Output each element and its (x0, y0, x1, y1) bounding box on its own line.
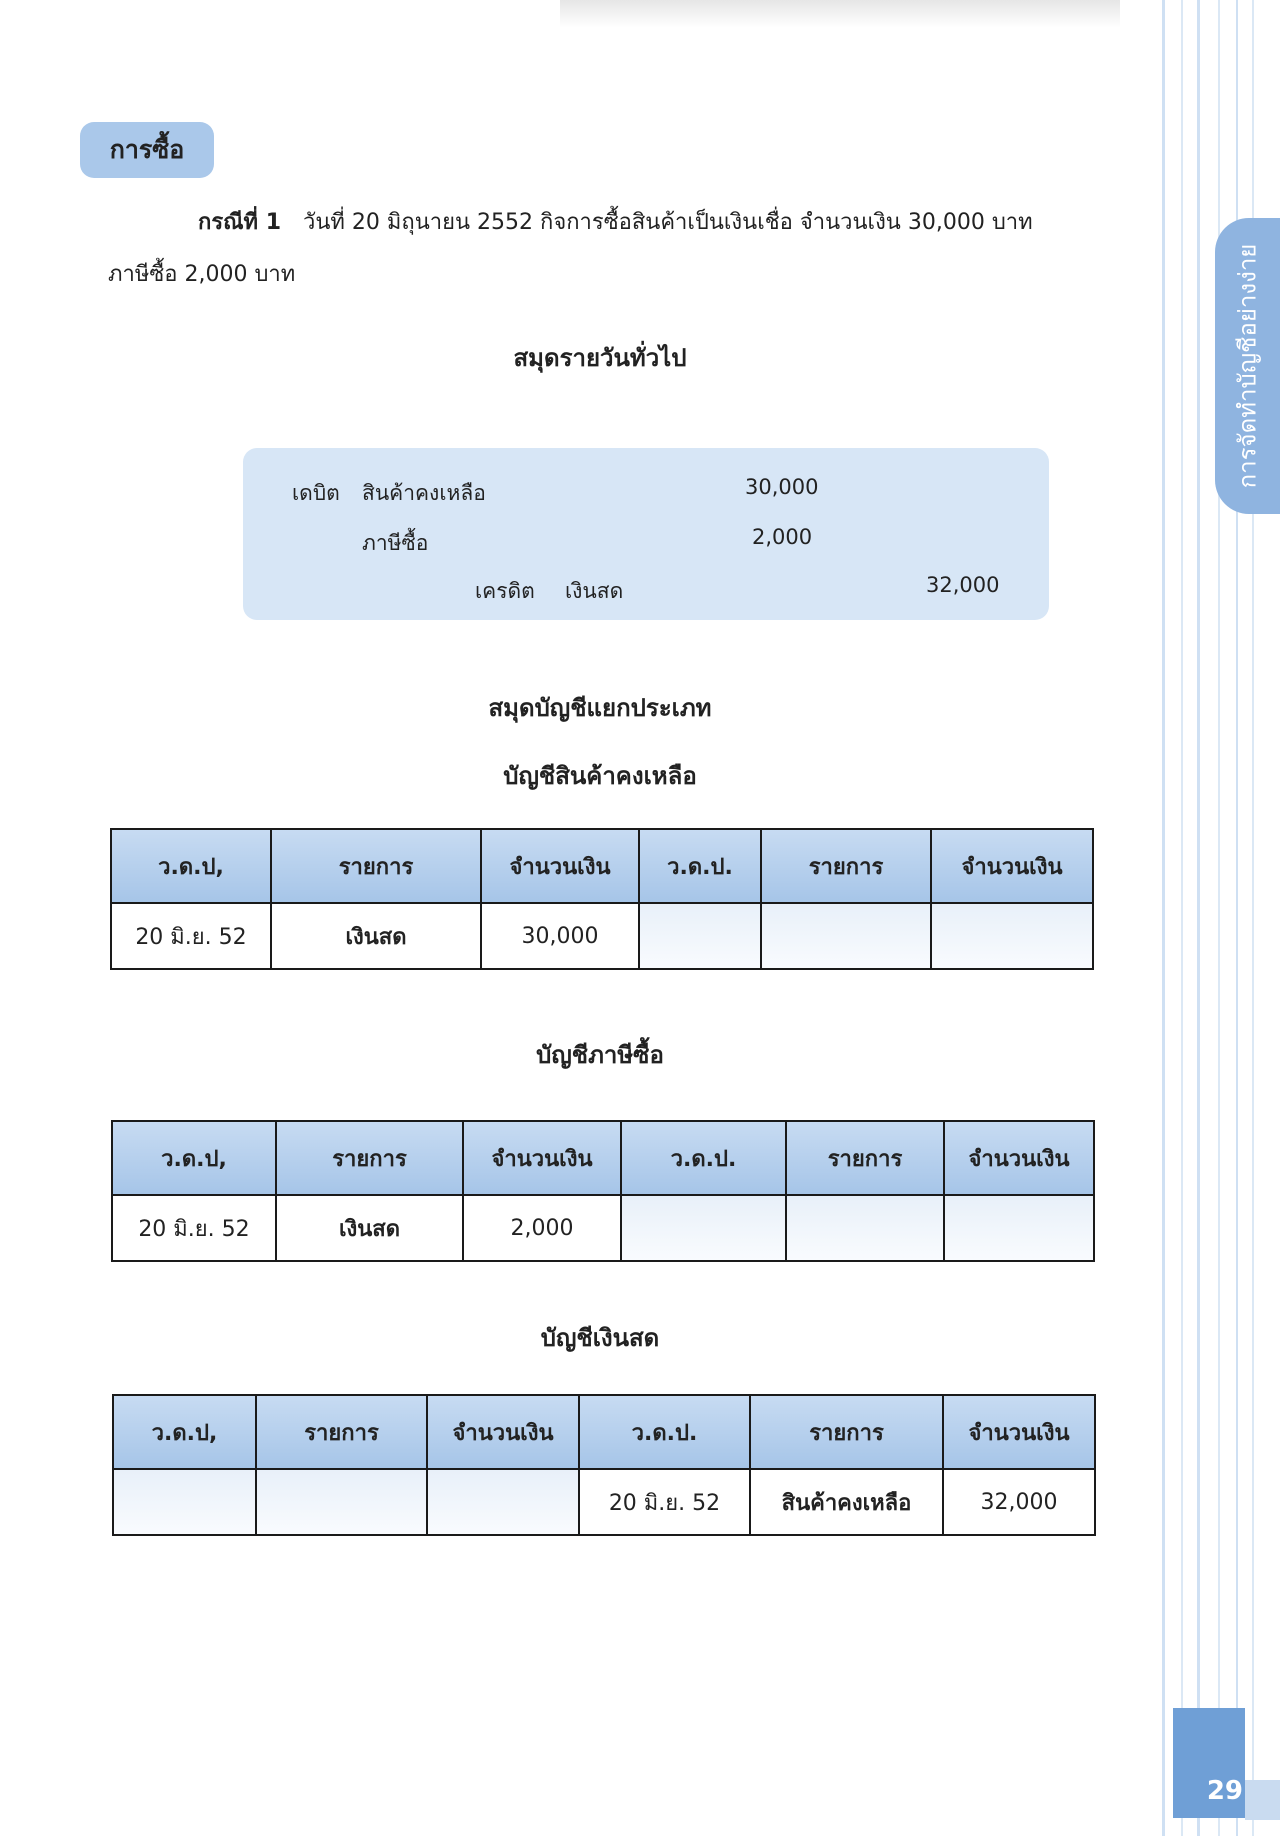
cell-amount (427, 1469, 579, 1535)
chapter-side-tab-label: การจัดทำบัญชีอย่างง่าย (1233, 243, 1262, 489)
cell-description: เงินสด (276, 1195, 463, 1261)
cell-date: 20 มิ.ย. 52 (112, 1195, 276, 1261)
header-description: รายการ (786, 1121, 944, 1195)
case-description (198, 204, 1033, 239)
cell-description (256, 1469, 427, 1535)
cell-description (786, 1195, 944, 1261)
ledger-table (111, 1120, 1095, 1262)
header-description: รายการ (276, 1121, 463, 1195)
table-row (112, 1195, 1094, 1261)
header-description: รายการ (761, 829, 931, 903)
ledger-title: บัญชีสินค้าคงเหลือ (503, 762, 697, 790)
header-amount: จำนวนเงิน (943, 1395, 1095, 1469)
ledger-table (110, 828, 1094, 970)
credit-amount: 32,000 (926, 573, 1000, 597)
debit-account: สินค้าคงเหลือ (362, 481, 486, 505)
case-label: กรณีที่ 1 (198, 210, 282, 235)
cell-amount: 2,000 (463, 1195, 621, 1261)
debit-amount: 30,000 (745, 475, 819, 499)
cell-date (621, 1195, 786, 1261)
header-date: ว.ด.ป. (579, 1395, 750, 1469)
ledger-title: บัญชีเงินสด (540, 1324, 660, 1352)
header-amount: จำนวนเงิน (463, 1121, 621, 1195)
ledger-book-title: สมุดบัญชีแยกประเภท (488, 694, 712, 722)
cell-amount (944, 1195, 1094, 1261)
cell-description (761, 903, 931, 969)
header-date: ว.ด.ป. (621, 1121, 786, 1195)
cell-amount: 30,000 (481, 903, 639, 969)
scan-shadow (560, 0, 1120, 28)
cell-date (639, 903, 761, 969)
margin-stripe (1181, 0, 1183, 1836)
header-amount: จำนวนเงิน (427, 1395, 579, 1469)
case-description-continued: ภาษีซื้อ 2,000 บาท (108, 262, 296, 287)
ledger-title: บัญชีภาษีซื้อ (536, 1041, 664, 1069)
case-text: วันที่ 20 มิถุนายน 2552 กิจการซื้อสินค้าเป็นเงินเชื่อ จำนวนเงิน 30,000 บาท (303, 210, 1033, 235)
ledger-header-row (113, 1395, 1095, 1469)
tax-account: ภาษีซื้อ (362, 531, 429, 555)
header-date: ว.ด.ป, (113, 1395, 256, 1469)
header-description: รายการ (750, 1395, 943, 1469)
page-number-accent (1245, 1780, 1280, 1820)
cell-amount (931, 903, 1093, 969)
journal-title: สมุดรายวันทั่วไป (513, 344, 687, 372)
table-row (111, 903, 1093, 969)
tax-amount: 2,000 (752, 525, 813, 549)
cell-amount: 32,000 (943, 1469, 1095, 1535)
debit-label: เดบิต (292, 481, 340, 505)
ledger-table (112, 1394, 1096, 1536)
ledger-header-row (112, 1121, 1094, 1195)
credit-label: เครดิต (475, 579, 535, 603)
cell-date: 20 มิ.ย. 52 (579, 1469, 750, 1535)
cell-date (113, 1469, 256, 1535)
cell-date: 20 มิ.ย. 52 (111, 903, 271, 969)
header-amount: จำนวนเงิน (931, 829, 1093, 903)
header-date: ว.ด.ป, (112, 1121, 276, 1195)
cell-description: เงินสด (271, 903, 481, 969)
header-amount: จำนวนเงิน (944, 1121, 1094, 1195)
header-description: รายการ (256, 1395, 427, 1469)
table-row (113, 1469, 1095, 1535)
header-date: ว.ด.ป. (639, 829, 761, 903)
header-amount: จำนวนเงิน (481, 829, 639, 903)
header-description: รายการ (271, 829, 481, 903)
cell-description: สินค้าคงเหลือ (750, 1469, 943, 1535)
header-date: ว.ด.ป, (111, 829, 271, 903)
page-number: 29 (1206, 1776, 1243, 1806)
margin-stripe (1162, 0, 1165, 1836)
credit-account: เงินสด (565, 579, 624, 603)
section-badge: การซื้อ (80, 122, 214, 178)
margin-stripe (1197, 0, 1200, 1836)
ledger-header-row (111, 829, 1093, 903)
